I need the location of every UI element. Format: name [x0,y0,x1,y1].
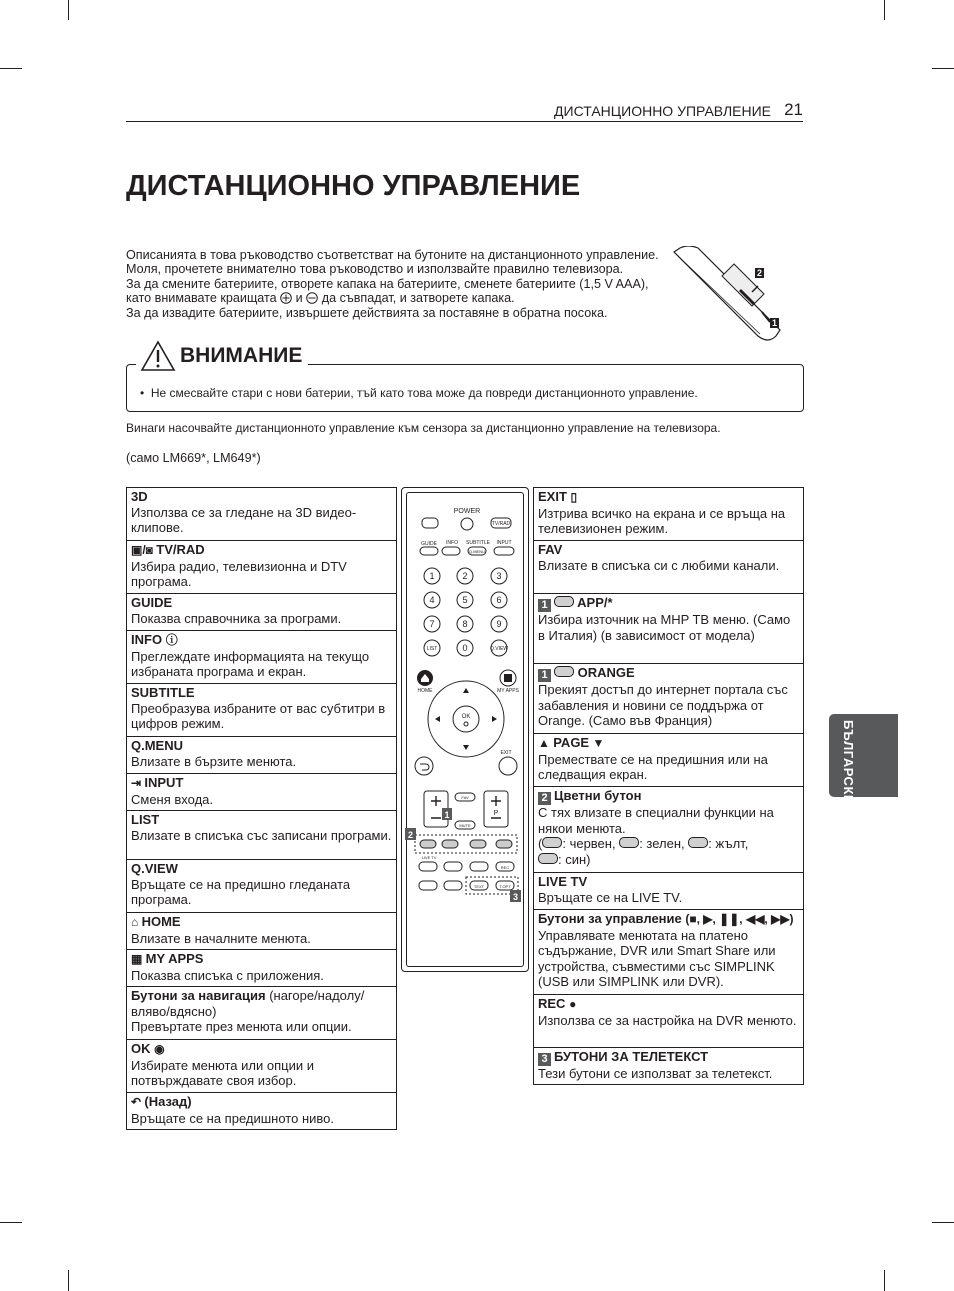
row-heading: БУТОНИ ЗА ТЕЛЕТЕКСТ [554,1049,709,1064]
running-header [126,101,803,122]
row-heading: Q.MENU [131,738,183,753]
page-title: ДИСТАНЦИОННО УПРАВЛЕНИЕ [126,170,581,202]
my-apps-grid-icon: ▦ [131,952,146,966]
table-row [127,594,396,631]
color-label: : жълт, [708,836,749,852]
row-heading: EXIT [538,489,567,504]
table-row [127,541,396,594]
intro-line: За да извадите батериите, извършете действията за поставяне в обратна посока. [126,305,608,320]
digit-5: 5 [462,595,468,605]
yellow-key-icon [688,837,708,848]
row-text: Преглеждате информацията на текущо избраната програма и екран. [131,648,370,680]
fav-label: FAV [461,795,469,800]
subtitle-label: SUBTITLE [466,540,490,546]
table-row [127,811,396,860]
tvrad-label: TV/RAD [491,521,511,527]
row-heading: Бутони за управление [538,911,682,926]
list-label: LIST [426,646,438,652]
row-text: Прекият достъп до интернет портала със забавления и новини се поддържа от Orange. (Само във Франция) [538,682,788,729]
exit-label: EXIT [500,750,512,756]
row-text: Тези бутони се използват за телетекст. [538,1066,773,1081]
row-text: Превъртате през менюта или опции. [131,1019,352,1035]
table-row [127,631,396,684]
row-heading: LIST [131,812,160,827]
program-label: P [493,810,499,817]
callout-badge: 3 [538,1053,551,1066]
row-heading: REC [538,996,566,1011]
row-heading: INPUT [144,775,184,790]
page-number: 21 [784,100,803,119]
color-label: : зелен, [639,836,689,852]
topt-label: T.OPT [499,884,511,889]
row-heading: ORANGE [577,665,635,680]
blue-key-icon [538,853,558,864]
input-icon: ⇥ [131,776,145,790]
crop-mark [0,68,22,69]
row-heading: HOME [141,914,181,929]
table-row [534,488,803,541]
row-heading: MY APPS [145,951,204,966]
row-text: Избирате менюта или опции и потвърждавате своя избор. [131,1057,314,1089]
warning-text: Не смесвайте стари с нови батерии, тъй като това може да повреди дистанционното управление. [150,386,698,400]
power-label: POWER [453,508,481,515]
page-up-icon: ▲ [538,736,554,750]
crop-mark [884,1270,885,1291]
rec-label: REC [500,865,510,870]
table-row [127,684,396,737]
callout-badge: 2 [538,792,551,805]
models-note: (само LM669*, LM649*) [126,451,261,465]
sensor-note: Винаги насочвайте дистанционното управление към сензора за дистанционно управление на телевизора. [126,421,721,435]
row-text: Влизате в списъка със записани програми. [131,827,392,843]
mute-label: MUTE [459,823,471,828]
app-button-icon [554,596,574,607]
row-heading-note: (нагоре/надолу/вляво/вдясно) [131,988,365,1019]
digit-0: 0 [462,643,468,653]
warning-item: • Не смесвайте стари с нови батерии, тъй като това може да повреди дистанционното управление. [140,386,698,400]
row-heading: INFO [131,632,163,647]
table-row [534,594,803,664]
tv-radio-icon: ▣/◙ [131,543,157,557]
color-keys: ( : червен, : зелен, : жълт, : син) [538,836,749,867]
info-label: INFO [446,540,458,546]
row-text: Преобразува избраните от вас субтитри в цифров режим. [131,700,386,732]
callout-1: 1 [444,810,450,820]
row-text: Премествате се на предишния или на следващия екран. [538,751,768,783]
row-text: Влизате в началните менюта. [131,930,311,946]
crop-mark [68,1270,69,1291]
row-heading: (Назад) [144,1094,192,1109]
warning-title: ВНИМАНИЕ [180,344,303,367]
row-heading: OK [131,1041,151,1056]
page-down-icon: ▼ [589,736,605,750]
row-text: Връщате се на предишно гледаната програма. [131,876,351,908]
table-row [127,774,396,811]
table-row [127,1040,396,1093]
language-side-tab [829,714,898,805]
crop-mark [884,0,885,20]
color-label: : червен, [562,836,620,852]
remote-control-illustration [401,487,529,972]
myapps-label: MY APPS [497,688,519,694]
ok-icon: ◉ [154,1042,165,1056]
crop-mark [932,68,954,69]
row-text: Изтрива всичко на екрана и се връща на телевизионен режим. [538,505,786,537]
digit-6: 6 [496,595,502,605]
crop-mark [0,1222,22,1223]
callout-badge: 1 [538,599,551,612]
plus-icon [280,292,292,304]
input-label: INPUT [496,540,512,546]
green-key-icon [619,837,639,848]
battery-cover-illustration [670,246,788,346]
table-row [534,541,803,594]
color-label: : син) [558,851,591,867]
table-row [127,913,396,950]
back-arrow-icon: ↶ [131,1095,145,1109]
crop-mark [932,1222,954,1223]
table-row [534,664,803,734]
row-text: Показва справочника за програми. [131,610,342,626]
table-row [534,910,803,995]
row-heading: LIVE TV [538,874,588,889]
row-heading: GUIDE [131,595,173,610]
header-section: ДИСТАНЦИОННО УПРАВЛЕНИЕ [554,103,771,119]
table-row [127,950,396,987]
callout-badge: 1 [538,669,551,682]
digit-7: 7 [429,619,435,629]
info-icon: ⓘ [165,633,178,647]
row-heading: APP/* [577,595,613,610]
minus-icon [306,292,318,304]
qview-label: Q.VIEW [489,646,509,652]
playback-controls-icon: (■, ▶, ❚❚, ◀◀, ▶▶) [685,912,794,926]
table-row [534,787,803,873]
row-text: Показва списъка с приложения. [131,967,324,983]
intro-line: Моля, прочетете внимателно това ръководство и използвайте правилно телевизора. [126,262,624,277]
remote-buttons [402,488,528,971]
table-row [534,995,803,1048]
row-text: Сменя входа. [131,791,214,807]
digit-4: 4 [429,595,435,605]
row-text: С тях влизате в специални функции на някои менюта. [538,805,774,836]
at-button-icon [554,666,574,677]
row-text: Влизате в бързите менюта. [131,753,297,769]
row-heading: FAV [538,542,563,557]
digit-8: 8 [462,619,468,629]
intro-text [126,248,671,320]
row-text: Използва се за настройка на DVR менюто. [538,1012,797,1028]
qmenu-label: Q.MENU [469,549,485,554]
warning-triangle-icon [140,340,176,372]
digit-9: 9 [496,619,502,629]
row-heading: TV/RAD [156,542,205,557]
home-label: HOME [417,688,433,694]
intro-line: и [295,291,303,306]
side-tab-label: БЪЛГАРСКИ [841,720,856,805]
rec-dot-icon: ● [569,997,577,1011]
callout-3: 3 [512,892,519,902]
digit-2: 2 [462,571,468,581]
ok-label: OK [461,714,471,720]
digit-3: 3 [496,571,502,581]
table-row [534,873,803,910]
row-text: Управлявате менютата на платено съдържание, DVR или Smart Share или устройства, съвместими със SIMPLINK (USB или SIMPLINK или DVR). [538,927,776,990]
row-heading: 3D [131,489,148,504]
row-heading: SUBTITLE [131,685,195,700]
row-text: Използва се за гледане на 3D видео-клипове. [131,504,357,536]
callout-label: 2 [756,268,763,278]
row-text: Връщате се на LIVE TV. [538,889,683,905]
text-label: TEXT [473,884,485,889]
guide-label: GUIDE [421,541,437,547]
row-heading: Бутони за навигация [131,988,266,1003]
right-button-table [533,487,804,1085]
table-row [534,734,803,787]
home-icon: ⌂ [131,915,142,929]
intro-line: За да смените батериите, отворете капака на батериите, сменете батериите (1,5 V AAA), като внимавате краищата [126,276,649,306]
livetv-label: LIVE TV [421,855,437,860]
row-text: Избира радио, телевизионна и DTV програма. [131,558,347,590]
table-row [534,1048,803,1084]
intro-line: Описанията в това ръководство съответстват на бутоните на дистанционното управление. [126,248,659,262]
digit-1: 1 [429,571,435,581]
callout-label: 1 [771,318,778,328]
crop-mark [68,0,69,20]
exit-icon: ▯ [570,490,578,504]
left-button-table [126,487,397,1130]
row-text: Избира източник на MHP TB меню. (Само в Италия) (в зависимост от модела) [538,612,791,643]
table-row [127,987,396,1040]
table-row [127,860,396,913]
red-key-icon [542,837,562,848]
row-text: Връщате се на предишното ниво. [131,1110,334,1126]
row-heading: Q.VIEW [131,861,178,876]
table-row [127,737,396,774]
row-heading: Цветни бутон [554,788,642,803]
row-heading: PAGE [553,735,590,750]
table-row [127,488,396,541]
row-text: Влизате в списъка си с любими канали. [538,557,780,573]
table-row [127,1093,396,1129]
warning-header [136,340,308,372]
intro-line: да съвпадат, и затворете капака. [321,291,515,306]
callout-2: 2 [407,830,414,840]
